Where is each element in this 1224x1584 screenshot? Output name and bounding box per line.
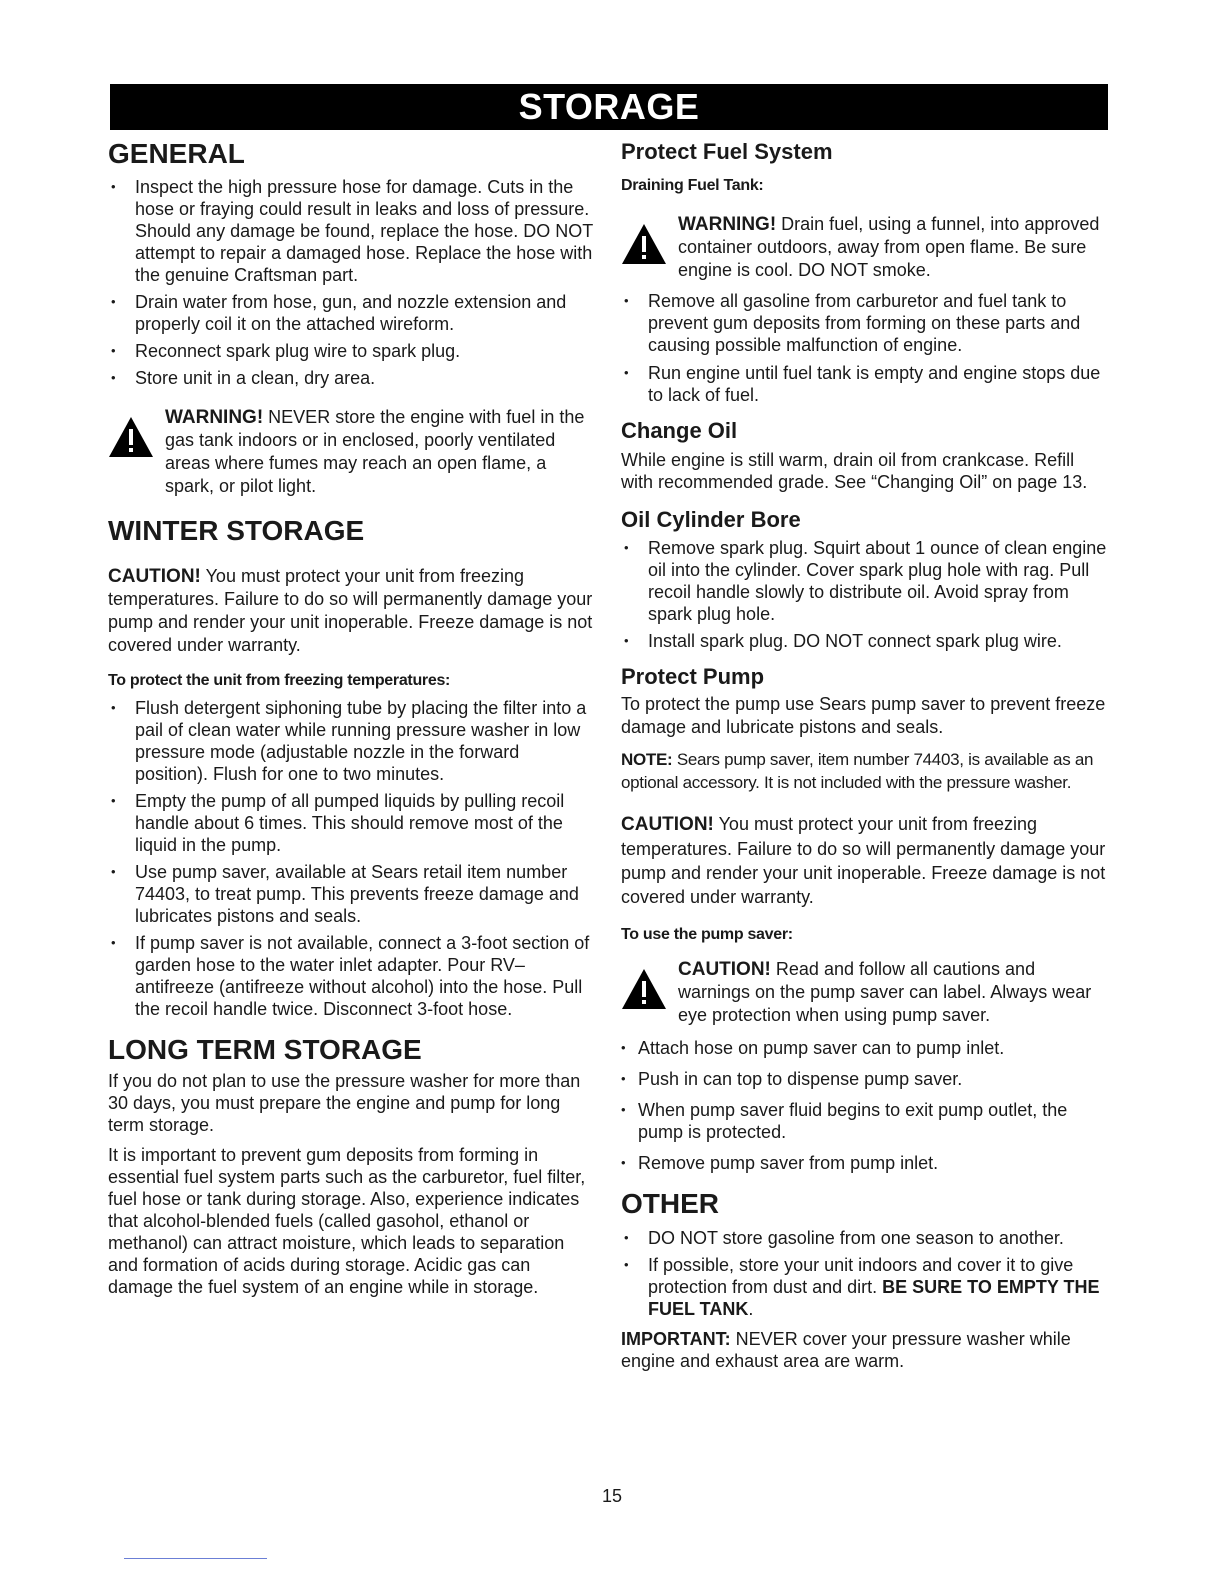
pump-item: • Attach hose on pump saver can to pump inlet. xyxy=(621,1037,1111,1059)
note-label: NOTE: xyxy=(621,750,673,769)
pump-caution-warning xyxy=(621,958,1111,1027)
general-item: • Store unit in a clean, dry area. xyxy=(108,367,594,389)
fuel-subheading: Draining Fuel Tank: xyxy=(621,177,764,194)
general-warning xyxy=(108,406,594,498)
long-term-para: If you do not plan to use the pressure washer for more than 30 days, you must prepare the engine and pump for long term storage. xyxy=(108,1071,581,1135)
change-oil-text: While engine is still warm, drain oil from crankcase. Refill with recommended grade. See “Changing Oil” on page 13. xyxy=(621,450,1088,492)
pump-note xyxy=(621,748,1111,794)
fuel-item: • Run engine until fuel tank is empty and engine stops due to lack of fuel. xyxy=(621,362,1111,406)
general-item: • Drain water from hose, gun, and nozzle extension and properly coil it on the attached wireform. xyxy=(108,291,594,335)
cylinder-heading: Oil Cylinder Bore xyxy=(621,507,801,532)
page-number: 15 xyxy=(601,1486,623,1506)
warning-triangle-icon xyxy=(621,223,667,265)
other-item-text: If possible, store your unit indoors and cover it to give protection from dust and dirt. xyxy=(648,1255,1074,1297)
winter-item: • Empty the pump of all pumped liquids by pulling recoil handle about 6 times. This should remove most of the liquid in the pump. xyxy=(108,790,594,856)
general-heading: GENERAL xyxy=(108,138,245,169)
cylinder-list xyxy=(621,537,1111,652)
long-term-heading: LONG TERM STORAGE xyxy=(108,1034,422,1065)
warning-triangle-icon xyxy=(108,416,154,458)
pump-text: To protect the pump use Sears pump saver to prevent freeze damage and lubricate pistons and seals. xyxy=(621,694,1106,737)
caution-text: Read and follow all cautions and warnings on the pump saver can label. Always wear eye protection when using pump saver. xyxy=(678,959,1092,1025)
important-text: NEVER cover your pressure washer while engine and exhaust area are warm. xyxy=(621,1329,1071,1371)
note-text: Sears pump saver, item number 74403, is available as an optional accessory. It is not included with the pressure washer. xyxy=(621,750,1094,792)
page-banner: STORAGE xyxy=(110,84,1108,130)
general-item: • Reconnect spark plug wire to spark plug. xyxy=(108,340,594,362)
pump-caution xyxy=(621,812,1111,909)
warning-text: NEVER store the engine with fuel in the gas tank indoors or in enclosed, poorly ventilated areas where fumes may reach an open flame, a spark, or pilot light. xyxy=(165,407,585,496)
winter-caution xyxy=(108,565,594,657)
other-item-emphasis: BE SURE TO EMPTY THE FUEL TANK xyxy=(648,1277,1100,1319)
general-item: • Inspect the high pressure hose for damage. Cuts in the hose or fraying could result in leaks and loss of pressure. Should any damage be found, replace the hose. DO NOT attempt to repair a damaged hose. Replace the hose with the genuine Craftsman part. xyxy=(108,176,594,286)
important-label: IMPORTANT: xyxy=(621,1329,731,1349)
pump-heading: Protect Pump xyxy=(621,664,765,689)
winter-item: • Flush detergent siphoning tube by placing the filter into a pail of clean water while running pressure washer in low pressure mode (adjustable nozzle in the forward position). Flush for one to two minutes. xyxy=(108,697,594,785)
winter-item: • Use pump saver, available at Sears retail item number 74403, to treat pump. This prevents freeze damage and lubricates pistons and seals. xyxy=(108,861,594,927)
caution-label: CAUTION! xyxy=(621,814,714,835)
change-oil-heading: Change Oil xyxy=(621,418,738,443)
other-item xyxy=(621,1254,1111,1320)
fuel-heading: Protect Fuel System xyxy=(621,139,833,164)
right-column xyxy=(621,130,1111,1372)
fuel-warning xyxy=(621,213,1111,282)
fuel-list xyxy=(621,290,1111,406)
other-item-period: . xyxy=(748,1299,754,1319)
warning-label: WARNING! xyxy=(165,407,264,428)
caution-label: CAUTION! xyxy=(678,959,771,980)
other-item: • DO NOT store gasoline from one season to another. xyxy=(621,1227,1111,1249)
warning-triangle-icon xyxy=(621,968,667,1010)
winter-heading: WINTER STORAGE xyxy=(108,515,365,546)
other-list xyxy=(621,1227,1111,1320)
pump-list xyxy=(621,1037,1111,1174)
pump-item: • Push in can top to dispense pump saver. xyxy=(621,1068,1111,1090)
caution-text: You must protect your unit from freezing temperatures. Failure to do so will permanently damage your pump and render your unit inoperable. Freeze damage is not covered under warranty. xyxy=(108,566,593,655)
winter-list xyxy=(108,697,594,1020)
caution-label: CAUTION! xyxy=(108,566,201,587)
general-list xyxy=(108,176,594,389)
cylinder-item: • Remove spark plug. Squirt about 1 ounce of clean engine oil into the cylinder. Cover spark plug hole with rag. Pull recoil handle slowly to distribute oil. Avoid spray from spark plug hole. xyxy=(621,537,1111,625)
important-note xyxy=(621,1328,1111,1372)
left-column xyxy=(108,130,594,1298)
other-heading: OTHER xyxy=(621,1188,719,1219)
warning-text: Drain fuel, using a funnel, into approved container outdoors, away from open flame. Be sure engine is cool. DO NOT smoke. xyxy=(678,214,1100,280)
caution-text: You must protect your unit from freezing temperatures. Failure to do so will permanently damage your pump and render your unit inoperable. Freeze damage is not covered under warranty. xyxy=(621,814,1106,907)
cylinder-item: • Install spark plug. DO NOT connect spark plug wire. xyxy=(621,630,1111,652)
fuel-item: • Remove all gasoline from carburetor and fuel tank to prevent gum deposits from forming on these parts and causing possible malfunction of engine. xyxy=(621,290,1111,356)
pump-item: • When pump saver fluid begins to exit pump outlet, the pump is protected. xyxy=(621,1099,1111,1143)
winter-item: • If pump saver is not available, connect a 3-foot section of garden hose to the water inlet adapter. Pour RV–antifreeze (antifreeze without alcohol) into the hose. Pull the recoil handle twice. Disconnect 3-foot hose. xyxy=(108,932,594,1020)
long-term-para: It is important to prevent gum deposits from forming in essential fuel system parts such as the carburetor, fuel filter, fuel hose or tank during storage. Also, experience indicates that alcohol-blended fuels (called gasohol, ethanol or methanol) can attract moisture, which leads to separation and formation of acids during storage. Acidic gas can damage the fuel system of an engine while in storage. xyxy=(108,1145,586,1297)
warning-label: WARNING! xyxy=(678,214,777,235)
footer-rule xyxy=(124,1558,267,1559)
pump-item: • Remove pump saver from pump inlet. xyxy=(621,1152,1111,1174)
winter-subheading: To protect the unit from freezing temperatures: xyxy=(108,672,451,689)
pump-subheading: To use the pump saver: xyxy=(621,926,793,943)
